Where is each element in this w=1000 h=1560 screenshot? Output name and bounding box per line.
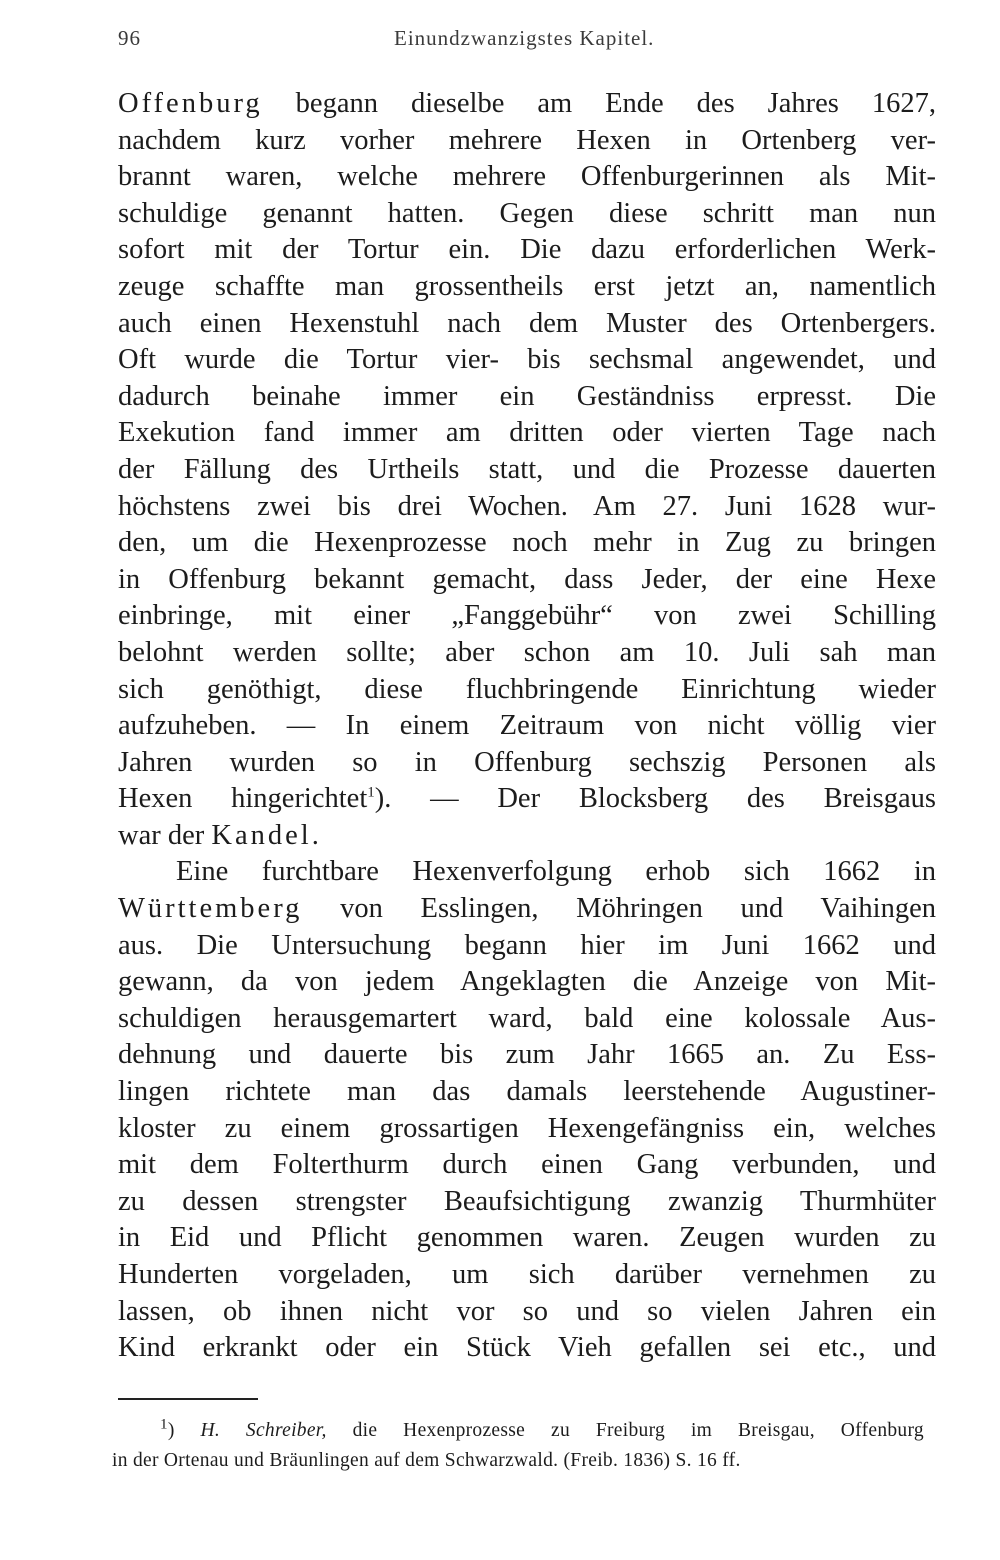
line-text: .: [311, 819, 319, 851]
line-text: Hunderten vorgeladen, um sich darüber vernehmen zu: [118, 1259, 936, 1290]
line-text: der Fällung des Urtheils statt, und die Prozesse dauerten: [118, 453, 936, 485]
line-text: dadurch beinahe immer ein Geständniss erpresst. Die: [118, 380, 936, 412]
text-line: [118, 123, 936, 160]
emphasized-word: Offenburg: [118, 88, 263, 119]
line-text: zu dessen strengster Beaufsichtigung zwanzig Thurmhüter: [118, 1185, 936, 1217]
line-text: schuldigen herausgemartert ward, bald eine kolossale Aus-: [118, 1002, 936, 1034]
line-text: Exekution fand immer am dritten oder vierten Tage nach: [118, 417, 936, 449]
text-line: [118, 86, 936, 123]
text-line: [118, 598, 936, 635]
text-line: [118, 452, 936, 489]
footnote-marker: 1: [160, 1416, 168, 1433]
text-line: [118, 489, 936, 526]
footnote-divider: [118, 1398, 258, 1400]
running-header: [118, 26, 938, 60]
text-line: [118, 1330, 936, 1367]
line-text: schuldige genannt hatten. Gegen diese schritt man nun: [118, 197, 936, 229]
body-text: [118, 86, 936, 1367]
line-text: höchstens zwei bis drei Wochen. Am 27. Juni 1628 wur-: [118, 490, 936, 522]
text-line: [118, 159, 936, 196]
text-line: [118, 1001, 936, 1038]
text-line: [118, 708, 936, 745]
line-text: aufzuheben. — In einem Zeitraum von nicht völlig vier: [118, 710, 936, 742]
line-text: war der: [118, 819, 212, 851]
line-text: gewann, da von jedem Angeklagten die Anzeige von Mit-: [118, 966, 936, 998]
line-text: kloster zu einem grossartigen Hexengefängniss ein, welches: [118, 1112, 936, 1144]
text-line: [118, 1147, 936, 1184]
text-line: [118, 1220, 936, 1257]
footnote: [112, 1416, 924, 1476]
line-text: lingen richtete man das damals leerstehende Augustiner-: [118, 1076, 936, 1108]
line-text: sofort mit der Tortur ein. Die dazu erforderlichen Werk-: [118, 234, 936, 266]
text-line: [118, 306, 936, 343]
text-line: [118, 964, 936, 1001]
text-line: [118, 1294, 936, 1331]
text-line: [118, 635, 936, 672]
line-text: Oft wurde die Tortur vier- bis sechsmal angewendet, und: [118, 344, 936, 376]
text-line: [118, 672, 936, 709]
line-text: sich genöthigt, diese fluchbringende Einrichtung wieder: [118, 673, 936, 705]
footnote-text: die Hexenprozesse zu Freiburg im Breisgau, Offenburg: [326, 1420, 924, 1441]
emphasized-word: Kandel: [211, 819, 312, 851]
text-line: [118, 1184, 936, 1221]
line-text: von Esslingen, Möhringen und Vaihingen: [302, 893, 936, 925]
text-line: [118, 196, 936, 233]
line-text: dehnung und dauerte bis zum Jahr 1665 an. Zu Ess-: [118, 1039, 936, 1071]
footnote-line: in der Ortenau und Bräunlingen auf dem Schwarzwald. (Freib. 1836) S. 16 ff.: [112, 1450, 741, 1471]
text-line: [118, 854, 936, 891]
text-line: [118, 562, 936, 599]
emphasized-word: Württemberg: [118, 893, 303, 925]
line-text: in Eid und Pflicht genommen waren. Zeugen wurden zu: [118, 1222, 936, 1254]
text-line: [118, 232, 936, 269]
line-text: den, um die Hexenprozesse noch mehr in Zug zu bringen: [118, 527, 936, 559]
text-line: [118, 269, 936, 306]
line-text: aus. Die Untersuchung begann hier im Juni 1662 und: [118, 929, 936, 961]
line-text: zeuge schaffte man grossentheils erst jetzt an, namentlich: [118, 270, 936, 302]
text-line: [118, 891, 936, 928]
page-number: 96: [118, 26, 141, 50]
line-text: einbringe, mit einer „Fanggebühr“ von zwei Schilling: [118, 600, 936, 632]
line-text: belohnt werden sollte; aber schon am 10. Juli sah man: [118, 636, 936, 668]
line-text: begann dieselbe am Ende des Jahres 1627,: [262, 88, 936, 119]
text-line: [118, 415, 936, 452]
line-text: nachdem kurz vorher mehrere Hexen in Ortenberg ver-: [118, 124, 936, 156]
text-line: [118, 379, 936, 416]
line-text: in Offenburg bekannt gemacht, dass Jeder, der eine Hexe: [118, 563, 936, 595]
line-text: auch einen Hexenstuhl nach dem Muster des Ortenbergers.: [118, 307, 936, 339]
chapter-title: Einundzwanzigstes Kapitel.: [394, 26, 655, 50]
line-text: Eine furchtbare Hexenverfolgung erhob sich 1662 in: [176, 856, 936, 888]
line-text: ). — Der Blocksberg des Breisgaus: [374, 783, 936, 815]
line-text: Hexen hingerichtet: [118, 783, 368, 815]
text-line: [118, 525, 936, 562]
line-text: mit dem Folterthurm durch einen Gang verbunden, und: [118, 1149, 936, 1181]
footnote-line: [112, 1416, 924, 1446]
text-line: [118, 745, 936, 782]
text-line: [118, 781, 936, 818]
text-line: [118, 818, 936, 855]
text-line: [118, 1257, 936, 1294]
footnote-marker-close: ): [167, 1420, 175, 1441]
text-line: [118, 342, 936, 379]
line-text: Jahren wurden so in Offenburg sechszig Personen als: [118, 746, 936, 778]
line-text: lassen, ob ihnen nicht vor so und so vielen Jahren ein: [118, 1295, 936, 1327]
line-text: Kind erkrankt oder ein Stück Vieh gefallen sei etc., und: [118, 1332, 936, 1364]
footnote-author: H. Schreiber,: [200, 1420, 327, 1441]
footnote-reference: 1: [367, 784, 375, 801]
text-line: [118, 1111, 936, 1148]
text-line: [118, 1037, 936, 1074]
text-line: [118, 1074, 936, 1111]
text-line: [118, 928, 936, 965]
line-text: brannt waren, welche mehrere Offenburgerinnen als Mit-: [118, 161, 936, 193]
